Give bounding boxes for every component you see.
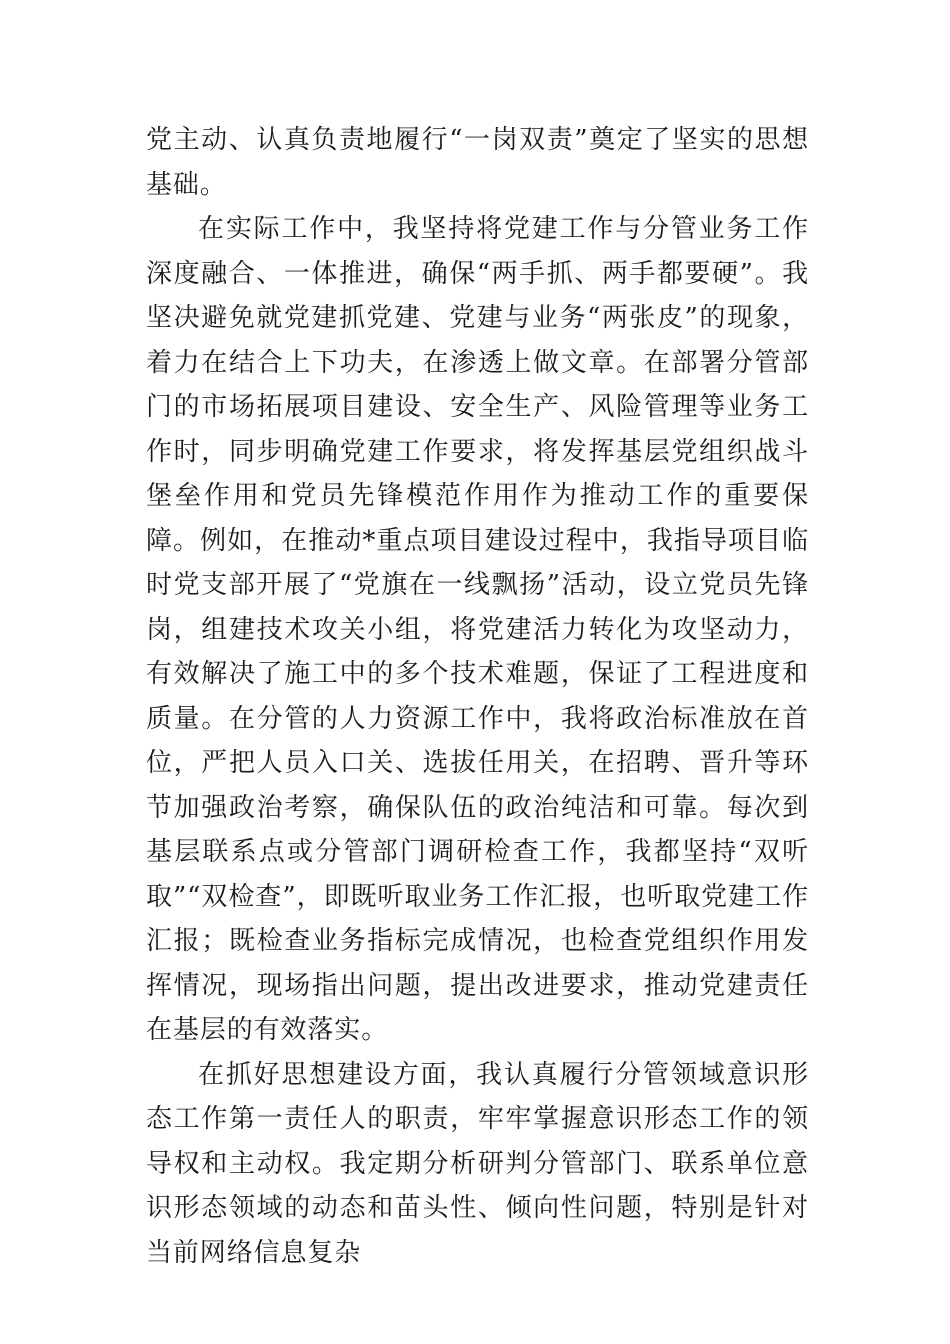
paragraph-practical-work: 在实际工作中，我坚持将党建工作与分管业务工作深度融合、一体推进，确保“两手抓、两手都要硬”。我坚决避免就党建抓党建、党建与业务“两张皮”的现象，着力在结合上下功夫，在渗透上做文章。在部署分管部门的市场拓展项目建设、安全生产、风险管理等业务工作时，同步明确党建工作要求，将发挥基层党组织战斗堡垒作用和党员先锋模范作用作为推动工作的重要保障。例如，在推动*重点项目建设过程中，我指导项目临时党支部开展了“党旗在一线飘扬”活动，设立党员先锋岗，组建技术攻关小组，将党建活力转化为攻坚动力，有效解决了施工中的多个技术难题，保证了工程进度和质量。在分管的人力资源工作中，我将政治标准放在首位，严把人员入口关、选拔任用关，在招聘、晋升等环节加强政治考察，确保队伍的政治纯洁和可靠。每次到基层联系点或分管部门调研检查工作，我都坚持“双听取”“双检查”，即既听取业务工作汇报，也听取党建工作汇报；既检查业务指标完成情况，也检查党组织作用发挥情况，现场指出问题，提出改进要求，推动党建责任在基层的有效落实。 — [146, 214, 809, 1045]
body-text — [146, 118, 809, 1275]
paragraph-ideological-work: 在抓好思想建设方面，我认真履行分管领域意识形态工作第一责任人的职责，牢牢掌握意识形态工作的领导权和主动权。我定期分析研判分管部门、联系单位意识形态领域的动态和苗头性、倾向性问题，特别是针对当前网络信息复杂 — [146, 1059, 809, 1268]
paragraph-continuation: 党主动、认真负责地履行“一岗双责”奠定了坚实的思想基础。 — [146, 125, 809, 200]
